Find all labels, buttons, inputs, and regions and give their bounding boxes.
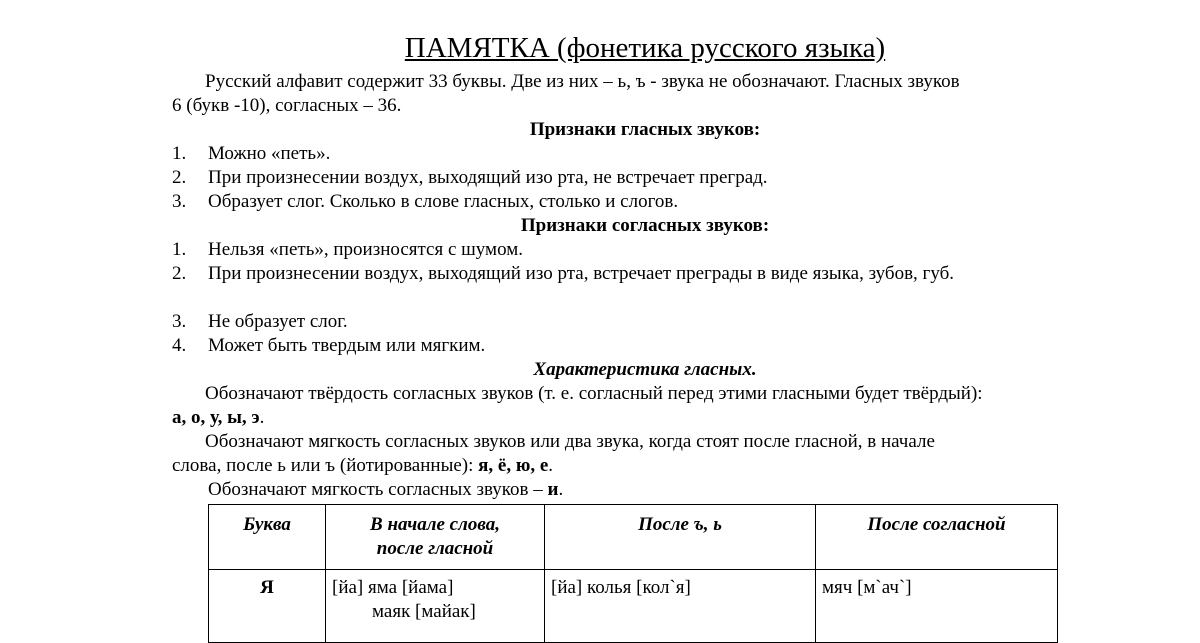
header-letter: Буква	[209, 505, 326, 570]
vowel-char-p3-text: Обозначают мягкость согласных звуков –	[208, 479, 548, 500]
vowel-sign-number: 3.	[172, 191, 187, 212]
vowel-signs-heading: Признаки гласных звуков:	[529, 119, 761, 140]
cell-start-line2: маяк [майак]	[372, 601, 476, 622]
vowel-char-p1-line1: Обозначают твёрдость согласных звуков (т. е. согласный перед этими гласными будет твёрдый):	[205, 383, 983, 404]
consonant-sign-number: 2.	[172, 263, 187, 284]
consonant-sign-number: 3.	[172, 311, 187, 332]
header-start-line1: В начале слова,	[370, 514, 500, 535]
vowel-char-heading: Характеристика гласных.	[533, 359, 757, 380]
vowel-sign-item: Можно «петь».	[208, 143, 331, 164]
period: .	[558, 479, 564, 500]
page-title: ПАМЯТКА (фонетика русского языка)	[404, 32, 886, 64]
header-start-of-word	[326, 505, 545, 570]
period: .	[259, 407, 265, 428]
header-after-consonant: После согласной	[816, 505, 1058, 570]
intro-line-2: 6 (букв -10), согласных – 36.	[172, 95, 402, 116]
vowel-sign-number: 2.	[172, 167, 187, 188]
vowel-char-p2-line1: Обозначают мягкость согласных звуков или два звука, когда стоят после гласной, в начале	[205, 431, 935, 452]
table-row	[209, 570, 1058, 643]
vowel-char-p2-text: слова, после ь или ъ (йотированные):	[172, 455, 479, 476]
vowel-char-p3	[208, 478, 563, 502]
soft-vowel-letter: и	[547, 479, 559, 500]
vowel-char-p2-line2	[172, 454, 553, 478]
consonant-sign-item: Нельзя «петь», произносятся с шумом.	[208, 239, 523, 260]
hard-vowel-letters: а, о, у, ы, э	[172, 407, 260, 428]
vowel-sign-item: При произнесении воздух, выходящий изо рта, не встречает преград.	[208, 167, 768, 188]
consonant-sign-number: 4.	[172, 335, 187, 356]
consonant-sign-number: 1.	[172, 239, 187, 260]
period: .	[548, 455, 554, 476]
consonant-sign-item: Не образует слог.	[208, 311, 348, 332]
consonant-signs-heading: Признаки согласных звуков:	[520, 215, 770, 236]
vowel-sign-number: 1.	[172, 143, 187, 164]
consonant-sign-item: При произнесении воздух, выходящий изо рта, встречает преграды в виде языка, зубов, губ.	[208, 263, 955, 284]
cell-start-of-word	[326, 570, 545, 643]
intro-line-1: Русский алфавит содержит 33 буквы. Две из них – ь, ъ - звука не обозначают. Гласных звуков	[205, 71, 960, 92]
iotated-vowel-letters: я, ё, ю, е	[478, 455, 549, 476]
cell-after-consonant: мяч [м`ач`]	[816, 570, 1058, 643]
vowels-table	[208, 504, 1058, 643]
header-after-sign: После ъ, ь	[545, 505, 816, 570]
cell-after-sign: [йа] колья [кол`я]	[545, 570, 816, 643]
cell-letter: Я	[209, 570, 326, 643]
vowel-sign-item: Образует слог. Сколько в слове гласных, столько и слогов.	[208, 191, 679, 212]
header-start-line2: после гласной	[376, 538, 494, 559]
table-header-row	[209, 505, 1058, 570]
vowel-char-p1-line2	[172, 406, 264, 430]
consonant-sign-item: Может быть твердым или мягким.	[208, 335, 486, 356]
cell-start-line1: [йа] яма [йама]	[332, 577, 454, 598]
